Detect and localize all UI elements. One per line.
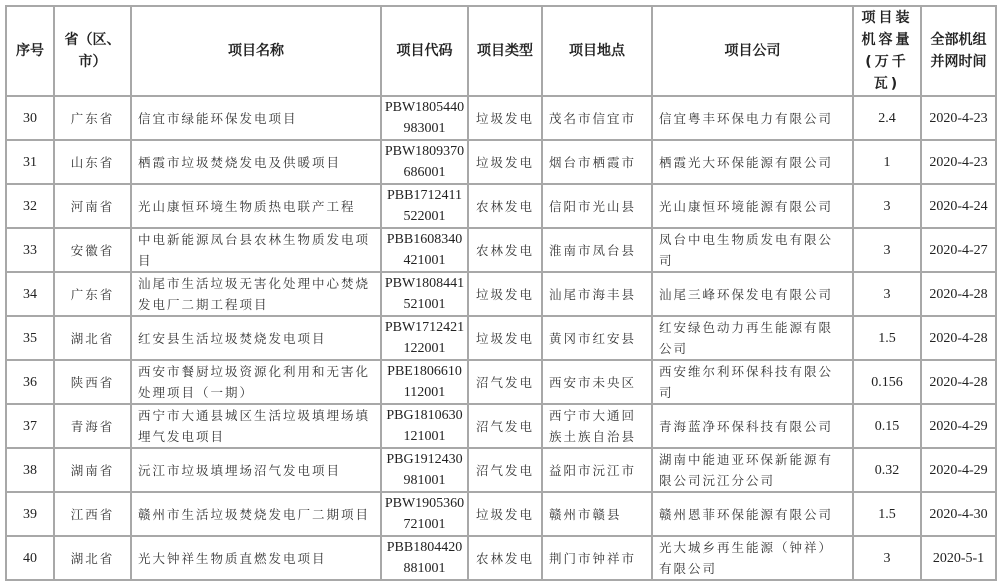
cell-grid-time: 2020-4-30 <box>921 492 996 536</box>
cell-name: 沅江市垃圾填埋场沼气发电项目 <box>131 448 381 492</box>
header-company: 项目公司 <box>652 6 853 96</box>
cell-capacity: 1.5 <box>853 492 921 536</box>
header-grid-time: 全部机组并网时间 <box>921 6 996 96</box>
cell-company: 红安绿色动力再生能源有限公司 <box>652 316 853 360</box>
cell-name: 光山康恒环境生物质热电联产工程 <box>131 184 381 228</box>
cell-location: 信阳市光山县 <box>542 184 652 228</box>
cell-location: 黄冈市红安县 <box>542 316 652 360</box>
cell-code: PBB1804420881001 <box>381 536 468 580</box>
cell-location: 荆门市钟祥市 <box>542 536 652 580</box>
cell-seq: 38 <box>6 448 54 492</box>
cell-capacity: 0.15 <box>853 404 921 448</box>
cell-name: 信宜市绿能环保发电项目 <box>131 96 381 140</box>
cell-province: 广东省 <box>54 96 131 140</box>
cell-code: PBB1712411522001 <box>381 184 468 228</box>
cell-capacity: 1.5 <box>853 316 921 360</box>
cell-seq: 35 <box>6 316 54 360</box>
cell-seq: 31 <box>6 140 54 184</box>
cell-code: PBW1905360721001 <box>381 492 468 536</box>
cell-seq: 32 <box>6 184 54 228</box>
cell-company: 西安维尔利环保科技有限公司 <box>652 360 853 404</box>
cell-seq: 33 <box>6 228 54 272</box>
header-row <box>6 6 996 96</box>
cell-province: 江西省 <box>54 492 131 536</box>
header-province: 省（区、市） <box>54 6 131 96</box>
cell-code: PBB1608340421001 <box>381 228 468 272</box>
cell-company: 湖南中能迪亚环保新能源有限公司沅江分公司 <box>652 448 853 492</box>
cell-grid-time: 2020-4-29 <box>921 404 996 448</box>
cell-code: PBW1805440983001 <box>381 96 468 140</box>
cell-company: 光山康恒环境能源有限公司 <box>652 184 853 228</box>
header-seq: 序号 <box>6 6 54 96</box>
cell-name: 光大钟祥生物质直燃发电项目 <box>131 536 381 580</box>
cell-code: PBW1808441521001 <box>381 272 468 316</box>
cell-location: 益阳市沅江市 <box>542 448 652 492</box>
cell-capacity: 3 <box>853 536 921 580</box>
cell-type: 沼气发电 <box>468 404 542 448</box>
cell-type: 农林发电 <box>468 228 542 272</box>
cell-location: 西安市未央区 <box>542 360 652 404</box>
cell-name: 西宁市大通县城区生活垃圾填埋场填埋气发电项目 <box>131 404 381 448</box>
table-row <box>6 316 996 360</box>
cell-company: 光大城乡再生能源（钟祥）有限公司 <box>652 536 853 580</box>
cell-grid-time: 2020-4-28 <box>921 360 996 404</box>
cell-province: 山东省 <box>54 140 131 184</box>
cell-name: 红安县生活垃圾焚烧发电项目 <box>131 316 381 360</box>
project-table <box>5 5 997 581</box>
cell-company: 赣州恩菲环保能源有限公司 <box>652 492 853 536</box>
table-row <box>6 448 996 492</box>
cell-capacity: 2.4 <box>853 96 921 140</box>
cell-location: 汕尾市海丰县 <box>542 272 652 316</box>
cell-location: 西宁市大通回族土族自治县 <box>542 404 652 448</box>
cell-province: 湖北省 <box>54 536 131 580</box>
cell-company: 汕尾三峰环保发电有限公司 <box>652 272 853 316</box>
table-row <box>6 272 996 316</box>
cell-grid-time: 2020-4-23 <box>921 96 996 140</box>
cell-capacity: 0.156 <box>853 360 921 404</box>
cell-province: 陕西省 <box>54 360 131 404</box>
header-location: 项目地点 <box>542 6 652 96</box>
header-name: 项目名称 <box>131 6 381 96</box>
cell-grid-time: 2020-4-29 <box>921 448 996 492</box>
cell-seq: 40 <box>6 536 54 580</box>
cell-seq: 34 <box>6 272 54 316</box>
cell-province: 湖南省 <box>54 448 131 492</box>
table-row <box>6 360 996 404</box>
cell-name: 中电新能源凤台县农林生物质发电项目 <box>131 228 381 272</box>
cell-code: PBW1809370686001 <box>381 140 468 184</box>
cell-seq: 30 <box>6 96 54 140</box>
cell-province: 青海省 <box>54 404 131 448</box>
cell-type: 农林发电 <box>468 184 542 228</box>
table-row <box>6 404 996 448</box>
table-row <box>6 184 996 228</box>
cell-province: 河南省 <box>54 184 131 228</box>
cell-code: PBW1712421122001 <box>381 316 468 360</box>
cell-company: 信宜粤丰环保电力有限公司 <box>652 96 853 140</box>
cell-company: 栖霞光大环保能源有限公司 <box>652 140 853 184</box>
table-row <box>6 492 996 536</box>
cell-grid-time: 2020-4-28 <box>921 316 996 360</box>
cell-grid-time: 2020-4-23 <box>921 140 996 184</box>
cell-name: 汕尾市生活垃圾无害化处理中心焚烧发电厂二期工程项目 <box>131 272 381 316</box>
cell-seq: 36 <box>6 360 54 404</box>
cell-company: 青海蓝净环保科技有限公司 <box>652 404 853 448</box>
cell-capacity: 3 <box>853 272 921 316</box>
cell-grid-time: 2020-5-1 <box>921 536 996 580</box>
cell-capacity: 0.32 <box>853 448 921 492</box>
cell-province: 广东省 <box>54 272 131 316</box>
cell-seq: 37 <box>6 404 54 448</box>
cell-code: PBE1806610112001 <box>381 360 468 404</box>
cell-province: 安徽省 <box>54 228 131 272</box>
cell-name: 赣州市生活垃圾焚烧发电厂二期项目 <box>131 492 381 536</box>
cell-grid-time: 2020-4-27 <box>921 228 996 272</box>
cell-code: PBG1912430981001 <box>381 448 468 492</box>
cell-company: 凤台中电生物质发电有限公司 <box>652 228 853 272</box>
cell-location: 淮南市凤台县 <box>542 228 652 272</box>
header-type: 项目类型 <box>468 6 542 96</box>
cell-type: 垃圾发电 <box>468 492 542 536</box>
cell-type: 垃圾发电 <box>468 272 542 316</box>
cell-location: 赣州市赣县 <box>542 492 652 536</box>
header-code: 项目代码 <box>381 6 468 96</box>
cell-type: 垃圾发电 <box>468 96 542 140</box>
cell-capacity: 3 <box>853 228 921 272</box>
cell-location: 茂名市信宜市 <box>542 96 652 140</box>
cell-name: 栖霞市垃圾焚烧发电及供暖项目 <box>131 140 381 184</box>
table-row <box>6 228 996 272</box>
cell-type: 沼气发电 <box>468 448 542 492</box>
cell-grid-time: 2020-4-24 <box>921 184 996 228</box>
table-row <box>6 536 996 580</box>
cell-type: 垃圾发电 <box>468 316 542 360</box>
table-row <box>6 140 996 184</box>
cell-location: 烟台市栖霞市 <box>542 140 652 184</box>
cell-type: 垃圾发电 <box>468 140 542 184</box>
cell-type: 沼气发电 <box>468 360 542 404</box>
header-capacity: 项目装机容量(万千瓦) <box>853 6 921 96</box>
cell-name: 西安市餐厨垃圾资源化利用和无害化处理项目（一期） <box>131 360 381 404</box>
cell-type: 农林发电 <box>468 536 542 580</box>
cell-province: 湖北省 <box>54 316 131 360</box>
cell-capacity: 1 <box>853 140 921 184</box>
cell-capacity: 3 <box>853 184 921 228</box>
cell-code: PBG1810630121001 <box>381 404 468 448</box>
cell-grid-time: 2020-4-28 <box>921 272 996 316</box>
cell-seq: 39 <box>6 492 54 536</box>
table-row <box>6 96 996 140</box>
